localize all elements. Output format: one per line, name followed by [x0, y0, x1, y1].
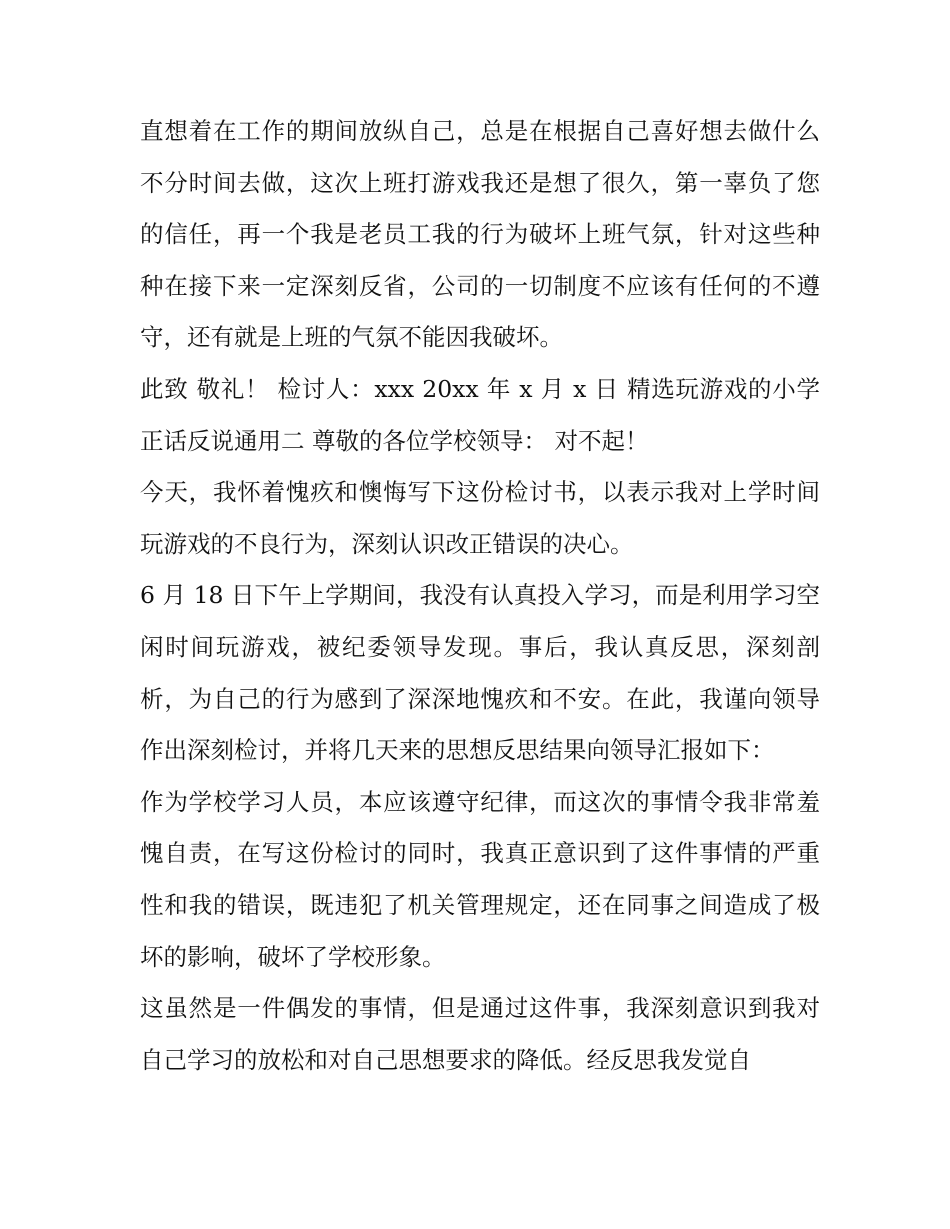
paragraph-closing-and-heading: 此致 敬礼！ 检讨人：xxx 20xx 年 x 月 x 日 精选玩游戏的小学正话反说通用二 尊敬的各位学校领导： 对不起！: [140, 374, 820, 455]
paragraph-incident: 6 月 18 日下午上学期间，我没有认真投入学习，而是利用学习空闲时间玩游戏，被纪委领导发现。事后，我认真反思，深刻剖析，为自己的行为感到了深深地愧疚和不安。在此，我谨向领导作出深刻检讨，并将几天来的思想反思结果向领导汇报如下：: [140, 581, 820, 765]
paragraph-realization: 这虽然是一件偶发的事情，但是通过这件事，我深刻意识到我对自己学习的放松和对自己思想要求的降低。经反思我发觉自: [140, 994, 820, 1074]
document-body: [140, 106, 820, 1086]
paragraph-reflection: 作为学校学习人员，本应该遵守纪律，而这次的事情令我非常羞愧自责，在写这份检讨的同时，我真正意识到了这件事情的严重性和我的错误，既违犯了机关管理规定，还在同事之间造成了极坏的影响，破坏了学校形象。: [140, 787, 820, 971]
paragraph-intro: 今天，我怀着愧疚和懊悔写下这份检讨书，以表示我对上学时间玩游戏的不良行为，深刻认识改正错误的决心。: [140, 478, 820, 558]
paragraph-continuation: 直想着在工作的期间放纵自己，总是在根据自己喜好想去做什么不分时间去做，这次上班打游戏我还是想了很久，第一辜负了您的信任，再一个我是老员工我的行为破坏上班气氛，针对这些种种在接下来一定深刻反省，公司的一切制度不应该有任何的不遵守，还有就是上班的气氛不能因我破坏。: [140, 117, 820, 352]
